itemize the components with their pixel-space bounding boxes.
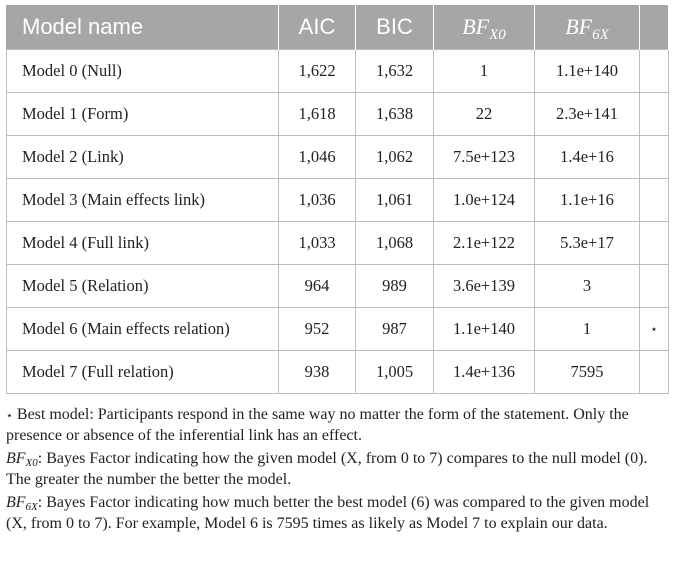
cell-aic: 1,618 [279,93,356,136]
table-row [7,93,669,136]
cell-aic: 964 [279,265,356,308]
cell-bic: 989 [356,265,434,308]
cell-model-name: Model 7 (Full relation) [7,351,279,394]
cell-aic: 1,046 [279,136,356,179]
cell-bf6x: 1.1e+16 [535,179,640,222]
cell-best [640,136,669,179]
cell-bic: 1,005 [356,351,434,394]
cell-best [640,351,669,394]
header-bfx0-sub: X0 [489,27,506,43]
cell-bic: 1,061 [356,179,434,222]
cell-best [640,50,669,93]
cell-bic: 987 [356,308,434,351]
table-footnotes [6,405,668,534]
cell-best [640,179,669,222]
cell-bfx0: 2.1e+122 [434,222,535,265]
cell-bfx0: 1.0e+124 [434,179,535,222]
cell-model-name: Model 2 (Link) [7,136,279,179]
cell-best [640,265,669,308]
document [6,5,668,537]
cell-bfx0: 1.4e+136 [434,351,535,394]
cell-model-name: Model 3 (Main effects link) [7,179,279,222]
cell-bf6x: 5.3e+17 [535,222,640,265]
footnote-bfx0-text: : Bayes Factor indicating how the given model (X, from 0 to 7) compares to the null model (0). The greater the number the better the model. [6,450,648,488]
footnote-bfx0-sub: X0 [25,457,38,469]
table-row [7,265,669,308]
header-bf6x-main: BF [565,14,593,39]
header-row [7,5,669,50]
footnote-best-model-text: Best model: Participants respond in the same way no matter the form of the statement. Only the presence or absence of the inferential link has an effect. [6,406,629,444]
cell-bf6x: 1 [535,308,640,351]
cell-bfx0: 22 [434,93,535,136]
cell-aic: 1,622 [279,50,356,93]
cell-bic: 1,638 [356,93,434,136]
table-header [7,5,669,50]
header-aic: AIC [279,5,356,50]
table-row [7,351,669,394]
cell-model-name: Model 4 (Full link) [7,222,279,265]
table-row [7,136,669,179]
table-body [7,50,669,394]
header-model-name: Model name [7,5,279,50]
header-bic: BIC [356,5,434,50]
footnote-best-model [6,405,668,446]
cell-aic: 1,033 [279,222,356,265]
header-bf6x [535,5,640,50]
cell-bf6x: 1.4e+16 [535,136,640,179]
cell-model-name: Model 5 (Relation) [7,265,279,308]
cell-aic: 952 [279,308,356,351]
table-row [7,222,669,265]
cell-bic: 1,062 [356,136,434,179]
cell-bfx0: 3.6e+139 [434,265,535,308]
cell-bic: 1,068 [356,222,434,265]
table-row [7,179,669,222]
header-best [640,5,669,50]
cell-bfx0: 7.5e+123 [434,136,535,179]
cell-bf6x: 3 [535,265,640,308]
cell-bfx0: 1.1e+140 [434,308,535,351]
cell-model-name: Model 0 (Null) [7,50,279,93]
footnote-bf6x-text: : Bayes Factor indicating how much better the best model (6) was compared to the given model (X, from 0 to 7). For example, Model 6 is 7595 times as likely as Model 7 to explain our data. [6,494,650,532]
cell-best [640,222,669,265]
footnote-bfx0-main: BF [6,450,26,467]
cell-bf6x: 2.3e+141 [535,93,640,136]
cell-model-name: Model 1 (Form) [7,93,279,136]
cell-bic: 1,632 [356,50,434,93]
footnote-bf6x-main: BF [6,494,26,511]
footnote-bf6x [6,493,668,534]
cell-bf6x: 1.1e+140 [535,50,640,93]
cell-model-name: Model 6 (Main effects relation) [7,308,279,351]
table-row [7,50,669,93]
header-bfx0 [434,5,535,50]
best-model-star-icon: ⋆ [640,308,669,351]
table-row [7,308,669,351]
footnote-bf6x-sub: 6X [25,501,38,513]
header-bf6x-sub: 6X [592,27,609,43]
cell-bfx0: 1 [434,50,535,93]
model-comparison-table [6,5,669,394]
header-bfx0-main: BF [462,14,490,39]
cell-best [640,93,669,136]
footnote-bfx0 [6,449,668,490]
cell-aic: 938 [279,351,356,394]
star-icon: ⋆ [6,410,13,422]
cell-bf6x: 7595 [535,351,640,394]
cell-aic: 1,036 [279,179,356,222]
